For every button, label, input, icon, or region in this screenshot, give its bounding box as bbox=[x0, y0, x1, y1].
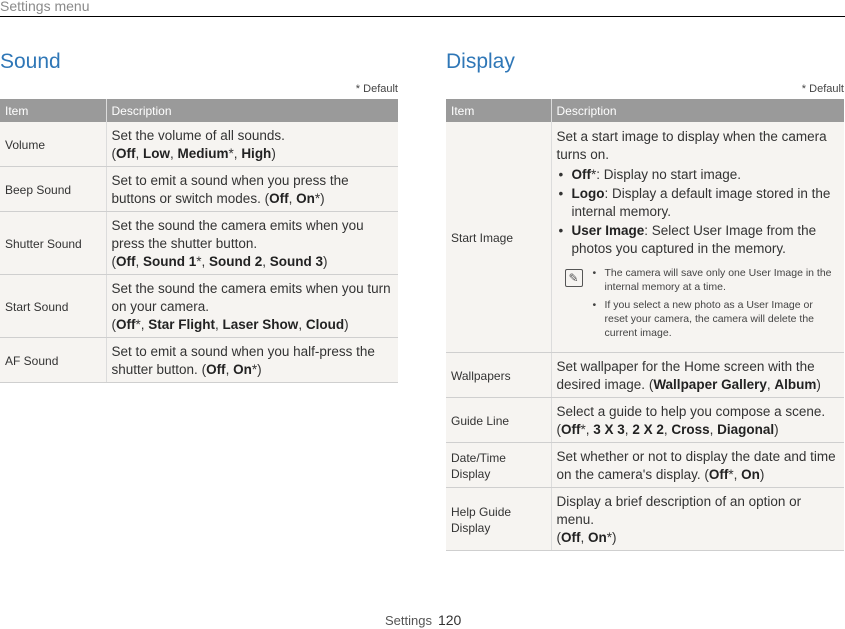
table-row-start-image bbox=[446, 122, 844, 353]
option-value: Laser Show bbox=[222, 317, 299, 332]
option-description: : Display a default image stored in the internal memory. bbox=[571, 186, 831, 219]
option-separator: , bbox=[215, 317, 223, 332]
sound-col-item: Item bbox=[0, 99, 106, 122]
item-cell bbox=[446, 353, 551, 398]
header-title: Settings menu bbox=[0, 0, 90, 14]
option-separator: ) bbox=[759, 467, 765, 482]
item-cell bbox=[0, 122, 106, 167]
item-label: Shutter Sound bbox=[5, 237, 82, 251]
item-cell bbox=[0, 212, 106, 275]
option-value: High bbox=[241, 146, 272, 161]
option-separator: ( bbox=[201, 362, 207, 377]
description-cell bbox=[106, 122, 398, 167]
option-separator: ( bbox=[704, 467, 709, 482]
item-label: Date/Time Display bbox=[451, 451, 506, 481]
note-item: • If you select a new photo as a User Image or reset your camera, the camera will delete the current image. bbox=[593, 298, 840, 340]
display-table bbox=[446, 99, 844, 551]
option-value: Off bbox=[206, 362, 226, 377]
table-row bbox=[0, 212, 398, 275]
option-value: On bbox=[233, 362, 252, 377]
option-list bbox=[557, 166, 840, 258]
option-separator: ( bbox=[264, 191, 270, 206]
item-cell bbox=[0, 338, 106, 383]
option-value: User Image bbox=[571, 223, 645, 238]
item-label: AF Sound bbox=[5, 354, 59, 368]
option-separator: *) bbox=[314, 191, 325, 206]
description-text: Display a brief description of an option or menu. bbox=[556, 494, 802, 527]
option-value: Sound 1 bbox=[143, 254, 197, 269]
item-cell bbox=[446, 122, 551, 353]
option-value: Off bbox=[571, 167, 591, 182]
option-value: On bbox=[588, 530, 607, 545]
footer-section: Settings bbox=[385, 613, 432, 628]
table-row bbox=[446, 488, 844, 551]
option-separator: , bbox=[663, 422, 672, 437]
option-value: Sound 2 bbox=[209, 254, 263, 269]
description-text: Set whether or not to display the date and time on the camera's display. bbox=[556, 449, 836, 482]
display-default-note: * Default bbox=[801, 83, 844, 95]
option-value: 2 X 2 bbox=[632, 422, 664, 437]
option-value: Off bbox=[116, 317, 136, 332]
sound-default-note: * Default bbox=[355, 83, 398, 95]
option-value: 3 X 3 bbox=[593, 422, 625, 437]
option-value: Logo bbox=[571, 186, 605, 201]
option-separator: *, bbox=[135, 317, 149, 332]
option-separator: ) bbox=[774, 422, 779, 437]
option-separator: , bbox=[262, 254, 270, 269]
option-separator: , bbox=[135, 254, 144, 269]
display-col-description: Description bbox=[551, 99, 844, 122]
option-value: Off bbox=[116, 254, 136, 269]
item-label: Guide Line bbox=[451, 414, 510, 428]
description-text: Set to emit a sound when you half-press the shutter button. bbox=[111, 344, 375, 377]
option-separator: ( bbox=[111, 317, 116, 332]
page-number: 120 bbox=[437, 612, 462, 628]
option-separator: , bbox=[709, 422, 718, 437]
option-item bbox=[557, 185, 840, 221]
description-text: Set the sound the camera emits when you press the shutter button. bbox=[111, 218, 364, 251]
option-separator: , bbox=[135, 146, 144, 161]
item-label: Volume bbox=[5, 138, 46, 152]
option-separator: , bbox=[766, 377, 775, 392]
sound-section-title: Sound bbox=[0, 50, 61, 73]
table-row bbox=[446, 443, 844, 488]
table-row bbox=[0, 275, 398, 338]
pencil-note-icon: ✎ bbox=[565, 269, 583, 287]
table-row bbox=[0, 122, 398, 167]
display-section-title: Display bbox=[446, 50, 515, 73]
description-cell bbox=[551, 443, 844, 488]
option-value: On bbox=[741, 467, 760, 482]
description-cell bbox=[106, 212, 398, 275]
item-label: Help Guide Display bbox=[451, 505, 512, 535]
option-separator: , bbox=[288, 191, 297, 206]
description-cell bbox=[106, 167, 398, 212]
option-value: Diagonal bbox=[717, 422, 775, 437]
option-value: On bbox=[296, 191, 315, 206]
option-value: Off bbox=[561, 422, 581, 437]
option-value: Off bbox=[561, 530, 581, 545]
description-cell bbox=[551, 122, 844, 353]
display-table-header bbox=[446, 99, 844, 122]
sound-table-header bbox=[0, 99, 398, 122]
option-separator: ( bbox=[111, 254, 116, 269]
sound-table bbox=[0, 99, 398, 383]
description-text: Set wallpaper for the Home screen with the desired image. bbox=[556, 359, 815, 392]
description-text: Set to emit a sound when you press the buttons or switch modes. bbox=[111, 173, 349, 206]
description-cell bbox=[551, 398, 844, 443]
option-description: : Select User Image from the photos you captured in the memory. bbox=[571, 223, 817, 256]
option-value: Off bbox=[269, 191, 289, 206]
option-separator: *) bbox=[251, 362, 262, 377]
note-list bbox=[593, 266, 840, 340]
option-value: Star Flight bbox=[148, 317, 216, 332]
table-row bbox=[0, 338, 398, 383]
option-separator: , bbox=[624, 422, 633, 437]
item-cell bbox=[0, 167, 106, 212]
option-separator: *) bbox=[606, 530, 617, 545]
option-separator: *, bbox=[228, 146, 242, 161]
option-value: Album bbox=[774, 377, 817, 392]
option-separator: , bbox=[298, 317, 306, 332]
option-separator: *, bbox=[196, 254, 210, 269]
description-text: Set the volume of all sounds. bbox=[111, 128, 285, 143]
option-separator: , bbox=[170, 146, 178, 161]
option-separator: ) bbox=[816, 377, 821, 392]
item-label: Start Image bbox=[451, 231, 514, 245]
item-cell bbox=[0, 275, 106, 338]
option-description: *: Display no start image. bbox=[591, 167, 742, 182]
option-separator: , bbox=[580, 530, 589, 545]
option-separator: ( bbox=[111, 146, 116, 161]
option-separator: *, bbox=[580, 422, 594, 437]
option-value: Off bbox=[116, 146, 136, 161]
option-value: Off bbox=[708, 467, 729, 482]
item-cell bbox=[446, 488, 551, 551]
option-separator: ( bbox=[648, 377, 654, 392]
option-separator: , bbox=[225, 362, 234, 377]
note-item: • The camera will save only one User Image in the internal memory at a time. bbox=[593, 266, 840, 294]
option-separator: *, bbox=[728, 467, 742, 482]
display-col-item: Item bbox=[446, 99, 551, 122]
note-box bbox=[557, 266, 840, 340]
option-value: Medium bbox=[177, 146, 229, 161]
description-cell bbox=[106, 275, 398, 338]
description-text: Set the sound the camera emits when you turn on your camera. bbox=[111, 281, 391, 314]
description-text: Select a guide to help you compose a scene. bbox=[556, 404, 826, 419]
description-cell bbox=[106, 338, 398, 383]
option-item bbox=[557, 166, 840, 184]
option-value: Low bbox=[143, 146, 171, 161]
description-text: Set a start image to display when the camera turns on. bbox=[556, 129, 827, 162]
item-label: Start Sound bbox=[5, 300, 69, 314]
sound-col-description: Description bbox=[106, 99, 398, 122]
option-value: Cloud bbox=[305, 317, 345, 332]
header-rule bbox=[0, 16, 845, 17]
description-cell bbox=[551, 488, 844, 551]
option-value: Cross bbox=[671, 422, 710, 437]
option-separator: ( bbox=[556, 422, 561, 437]
table-row bbox=[0, 167, 398, 212]
table-row bbox=[446, 353, 844, 398]
option-value: Sound 3 bbox=[269, 254, 324, 269]
option-separator: ( bbox=[556, 530, 561, 545]
option-value: Wallpaper Gallery bbox=[653, 377, 767, 392]
item-label: Beep Sound bbox=[5, 183, 72, 197]
item-label: Wallpapers bbox=[451, 369, 511, 383]
item-cell bbox=[446, 443, 551, 488]
option-separator: ) bbox=[271, 146, 276, 161]
footer bbox=[385, 612, 461, 628]
item-cell bbox=[446, 398, 551, 443]
option-item bbox=[557, 222, 840, 258]
option-separator: ) bbox=[344, 317, 349, 332]
description-cell bbox=[551, 353, 844, 398]
option-separator: ) bbox=[323, 254, 328, 269]
table-row bbox=[446, 398, 844, 443]
